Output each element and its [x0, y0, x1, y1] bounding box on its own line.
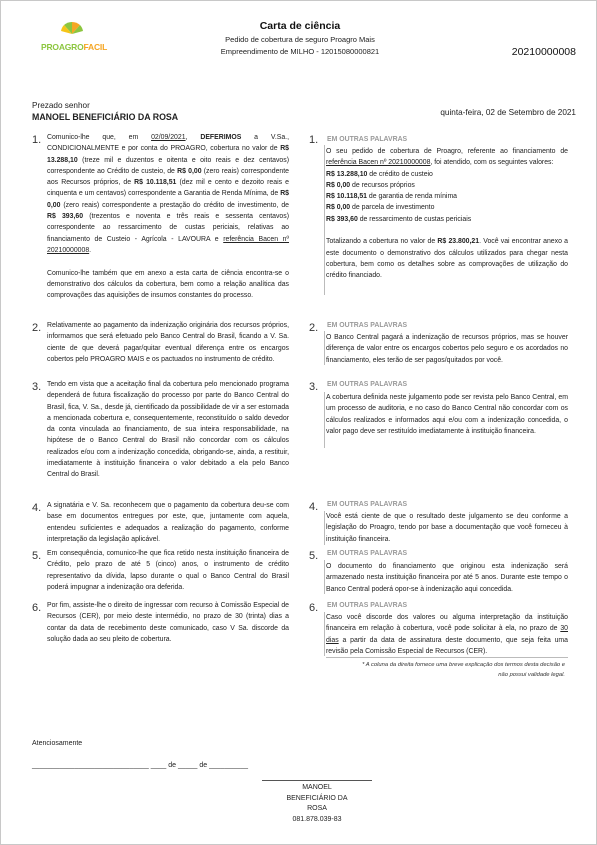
place-date-line: ______________________________ ____ de _____ de __________ [32, 762, 249, 769]
right-item-number: 5. [309, 550, 319, 562]
left-item-number: 1. [32, 134, 42, 146]
left-item-number: 3. [32, 381, 42, 393]
recipient-name: MANOEL BENEFICIÁRIO DA ROSA [32, 112, 179, 122]
document-subtitle: Pedido de cobertura de seguro Proagro Mais [225, 35, 375, 44]
left-item-number: 6. [32, 602, 42, 614]
left-item-text: Relativamente ao pagamento da indenização originária dos recursos próprios, informamos que será efetuado pelo Banco Central do Brasil, ficando a V. Sa. ciente de que deverá pagar/quitar eventual diferença entre os encargos cobertos pelo PROAGRO MAIS e os pactuados no instrumento de crédito. [47, 322, 289, 363]
left-item-text: Em consequência, comunico-lhe que fica retido nesta instituição financeira de Crédito, pelo prazo de até 5 (cinco) anos, o instrumento de crédito representativo da dívida, lapso durante o qual o Banco Central do Brasil poderá impugnar a indenização ora deferida. [47, 550, 289, 591]
right-item-text: O seu pedido de cobertura de Proagro, referente ao financiamento de referência Bacen nº 20210000008, foi atendido, com os seguintes valores: R$ 13.288,10 de crédito de custeio R$ 0,00 de recursos próprios R$ 10.118,51 de garantia de renda mínima R$ 0,00 de parcela de investimento R$ 393,60 de ressarcimento de custas periciais Totalizando a cobertura no valor de R$ 23.800,21. Você vai encontrar anexo a este documento o demonstrativo dos cálculos utilizados para chegar nesta cobertura, bem como os detalhes sobre as comprovações de utilização do crédito financiado. [326, 148, 568, 280]
left-item-number: 4. [32, 502, 42, 514]
right-item-text: O Banco Central pagará a indenização de recursos próprios, mas se houver diferença de valor entre os encargos cobertos pelo seguro e os acordados no financiamento, eles terão de ser pagos/quitados por você. [326, 334, 568, 364]
left-item-number: 5. [32, 550, 42, 562]
signer-id: 081.878.039-83 [292, 815, 342, 823]
right-item-text: O documento do financiamento que originou esta indenização será armazenado nesta instituição financeira por até 5 anos. Durante este tempo o Banco Central poderá opor-se à indenização aqui concedida. [326, 563, 568, 593]
right-item-number: 6. [309, 602, 319, 614]
left-item-number: 2. [32, 322, 42, 334]
right-item-number: 3. [309, 381, 319, 393]
footnote-line: não possui validade legal. [498, 672, 565, 678]
column-divider [324, 511, 325, 545]
plain-words-heading: EM OUTRAS PALAVRAS [327, 381, 408, 388]
left-item-text: Tendo em vista que a aceitação final da cobertura pelo mencionado programa dependerá de futura fiscalização do processo por parte do Banco Central do Brasil, fica, V. Sa., desde já, cientificado da possibilidade de vir a ser estornada a mencionada cobertura e, consequentemente, reconstituído o saldo devedor da conta vinculada ao financiamento, de sua inteira responsabilidade, na hipótese de o Banco Central do Brasil não concordar com os cálculos realizados e/ou com a indenização concedida, obrigando-se, ainda, a restituir, imediatamente à instituição financeira o valor debitado a ela pelo Banco Central do Brasil. [47, 381, 289, 479]
plain-words-heading: EM OUTRAS PALAVRAS [327, 136, 408, 143]
right-column-rule [326, 657, 568, 658]
column-divider [324, 145, 325, 295]
signature-bar [262, 780, 372, 781]
right-item-number: 1. [309, 134, 319, 146]
right-item-text: Caso você discorde dos valores ou alguma interpretação da instituição financeira em relação à cobertura, você pode solicitar à ela, no prazo de 30 dias a partir da data de assinatura deste documento, que seja feita uma revisão pela Comissão Especial de Recursos (CER). [326, 614, 568, 655]
column-divider [324, 392, 325, 448]
plain-words-heading: EM OUTRAS PALAVRAS [327, 602, 408, 609]
right-item-number: 4. [309, 501, 319, 513]
signer-name-line: ROSA [307, 805, 327, 812]
left-item-text: Por fim, assiste-lhe o direito de ingressar com recurso à Comissão Especial de Recursos (CER), por meio deste intermédio, no prazo de 30 (trinta) dias a contar da data de recebimento deste comunicado, caso V Sa. discorde da solução dada ao seu pleito de cobertura. [47, 602, 289, 643]
column-divider [324, 560, 325, 594]
column-divider [324, 612, 325, 656]
closing: Atenciosamente [32, 740, 83, 747]
plain-words-heading: EM OUTRAS PALAVRAS [327, 322, 408, 329]
signer-block [262, 783, 372, 825]
footnote-line: * A coluna da direita fornece uma breve explicação dos termos desta decisão e [362, 662, 565, 668]
footnote [325, 660, 565, 680]
right-item-text: A cobertura definida neste julgamento pode ser revista pelo Banco Central, em um processo de auditoria, e no caso do Banco Central não concordar com os cálculos realizados e informados aqui e/ou com a indenização concedida, o valor pago deve ser restituído imediatamente à instituição financeira. [326, 394, 568, 435]
greeting: Prezado senhor [32, 101, 90, 110]
letter-date: quinta-feira, 02 de Setembro de 2021 [440, 108, 576, 117]
document-number: 20210000008 [511, 46, 576, 58]
left-item-text: Comunico-lhe que, em 02/09/2021, DEFERIMOS a V.Sa., CONDICIONALMENTE e por conta do PROAGRO, cobertura no valor de R$ 13.288,10 (treze mil e duzentos e oitenta e oito reais e dez centavos) correspondente ao Crédito de custeio, de R$ 0,00 (zero reais) correspondente aos Recursos próprios, de R$ 10.118,51 (dez mil e cento e dezoito reais e cinquenta e um centavos) correspondente a Garantia de Renda Mínima, de R$ 0,00 (zero reais) correspondente a prestação do crédito de investimento, de R$ 393,60 (trezentos e noventa e três reais e sessenta centavos) correspondente ao ressarcimento de custas periciais, relativas ao financiamento de Custeio - Agrícola - LAVOURA e referência Bacen nº 20210000008. Comunico-lhe também que em anexo a esta carta de ciência encontra-se o demonstrativo dos cálculos da cobertura, bem como a relação analítica das comprovações das aquisições de insumos constantes do processo. [47, 134, 289, 300]
plain-words-heading: EM OUTRAS PALAVRAS [327, 550, 408, 557]
plain-words-heading: EM OUTRAS PALAVRAS [327, 501, 408, 508]
document-title: Carta de ciência [259, 20, 341, 32]
right-item-text: Você está ciente de que o resultado deste julgamento se deu conforme a legislação do Proagro, tendo por base a documentação que você forneceu à instituição financeira. [326, 513, 568, 543]
right-item-number: 2. [309, 322, 319, 334]
left-item-text: A signatária e V. Sa. reconhecem que o pagamento da cobertura deu-se com base em documentos entregues por este, que, juntamente com aquela, entendeu suficientes e adequados a realização do pagamento, conforme interpretação da legislação aplicável. [47, 502, 289, 543]
signer-name-line: MANOEL [302, 784, 332, 791]
enterprise-line: Empreendimento de MILHO - 12015080000821 [220, 47, 380, 56]
signer-name-line: BENEFICIÁRIO DA [286, 794, 348, 802]
logo-brand-text: PROAGROFACIL [41, 42, 108, 52]
column-divider [324, 331, 325, 365]
